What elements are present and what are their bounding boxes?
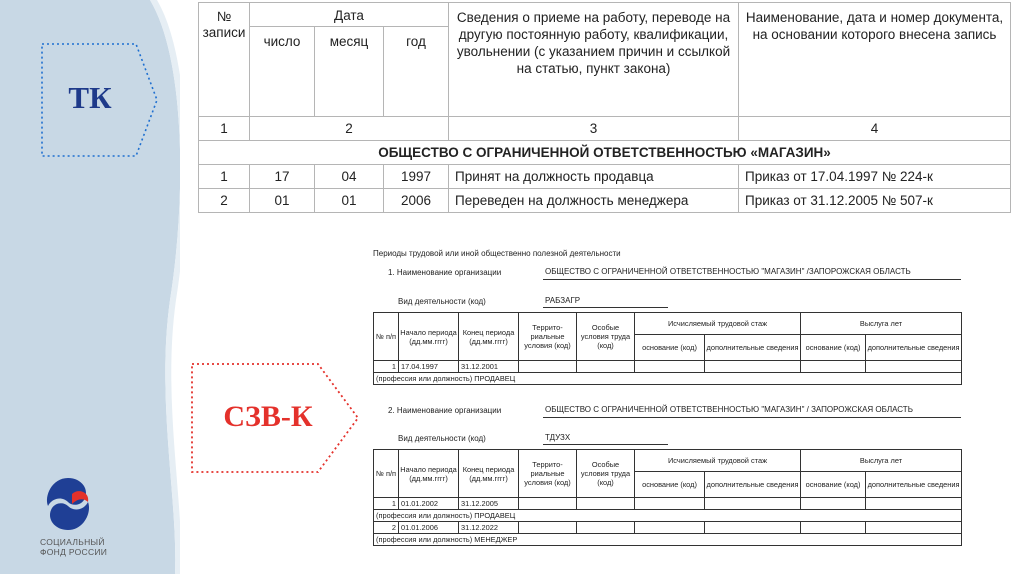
header-month: месяц (315, 27, 384, 117)
szvk-callout (190, 362, 362, 474)
record-number: 2 (199, 189, 250, 213)
underline (543, 444, 668, 445)
header-stazh: Исчисляемый трудовой стаж (635, 313, 801, 335)
underline (543, 307, 668, 308)
activity-code: РАБЗАГР (545, 296, 581, 305)
header-territorial: Террито-риальные условия (код) (519, 450, 577, 498)
column-number: 4 (739, 117, 1011, 141)
activity-label: Вид деятельности (код) (398, 297, 486, 306)
periods-table-2 (373, 449, 962, 546)
social-fund-logo (38, 474, 98, 534)
profession-row (374, 373, 962, 385)
header-basis: основание (код) (801, 335, 866, 361)
header-basis: основание (код) (635, 335, 705, 361)
period-num: 2 (374, 522, 399, 534)
profession-label: (профессия или должность) (376, 535, 473, 544)
header-start: Начало периода (дд.мм.гггг) (399, 450, 459, 498)
header-vysluga: Выслуга лет (801, 450, 962, 472)
header-year: год (384, 27, 449, 117)
column-number: 2 (250, 117, 449, 141)
column-number: 3 (449, 117, 739, 141)
header-end: Конец периода (дд.мм.гггг) (459, 450, 519, 498)
period-start: 01.01.2002 (399, 498, 459, 510)
table-row (199, 165, 1011, 189)
social-fund-logo-icon (38, 474, 98, 534)
table-row (374, 361, 962, 373)
period-end: 31.12.2001 (459, 361, 519, 373)
table-row (374, 510, 962, 522)
logo-line-2: ФОНД РОССИИ (40, 547, 108, 557)
profession-row (374, 534, 962, 546)
profession-value: ПРОДАВЕЦ (474, 374, 516, 383)
record-month: 01 (315, 189, 384, 213)
table-row (374, 498, 962, 510)
work-book-table (198, 2, 1011, 213)
record-document: Приказ от 31.12.2005 № 507-к (739, 189, 1011, 213)
header-num: № п/п (374, 450, 399, 498)
period-num: 1 (374, 361, 399, 373)
record-day: 17 (250, 165, 315, 189)
record-document: Приказ от 17.04.1997 № 224-к (739, 165, 1011, 189)
record-info: Принят на должность продавца (449, 165, 739, 189)
header-extra: дополнительные сведения (705, 472, 801, 498)
profession-label: (профессия или должность) (376, 374, 473, 383)
header-info: Сведения о приеме на работу, переводе на другую постоянную работу, квалификации, увольнении (с указанием причин и ссылкой на статью, пункт закона) (449, 3, 739, 117)
header-vysluga: Выслуга лет (801, 313, 962, 335)
table-row (374, 522, 962, 534)
periods-table-1 (373, 312, 962, 385)
profession-value: ПРОДАВЕЦ (474, 511, 516, 520)
record-year: 2006 (384, 189, 449, 213)
period-start: 17.04.1997 (399, 361, 459, 373)
header-record-number: № записи (199, 3, 250, 117)
period-end: 31.12.2005 (459, 498, 519, 510)
header-extra: дополнительные сведения (866, 335, 962, 361)
header-special: Особые условия труда (код) (577, 313, 635, 361)
table-row (374, 534, 962, 546)
column-number: 1 (199, 117, 250, 141)
org-label: 2. Наименование организации (388, 406, 502, 415)
table-row (199, 189, 1011, 213)
header-territorial: Террито-риальные условия (код) (519, 313, 577, 361)
header-document: Наименование, дата и номер документа, на основании которого внесена запись (739, 3, 1011, 117)
org-label: 1. Наименование организации (388, 268, 502, 277)
org-name: ОБЩЕСТВО С ОГРАНИЧЕННОЙ ОТВЕТСТВЕННОСТЬЮ "МАГАЗИН" /ЗАПОРОЖСКАЯ ОБЛАСТЬ (545, 267, 911, 276)
table-row (199, 141, 1011, 165)
header-extra: дополнительные сведения (866, 472, 962, 498)
period-end: 31.12.2022 (459, 522, 519, 534)
logo-line-1: СОЦИАЛЬНЫЙ (40, 537, 105, 547)
form-title: Периоды трудовой или иной общественно полезной деятельности (373, 249, 621, 258)
profession-value: МЕНЕДЖЕР (474, 535, 518, 544)
header-num: № п/п (374, 313, 399, 361)
underline (543, 417, 961, 418)
logo-caption (40, 537, 107, 557)
header-date: Дата (250, 3, 449, 27)
activity-label: Вид деятельности (код) (398, 434, 486, 443)
header-basis: основание (код) (801, 472, 866, 498)
period-start: 01.01.2006 (399, 522, 459, 534)
header-basis: основание (код) (635, 472, 705, 498)
record-info: Переведен на должность менеджера (449, 189, 739, 213)
tk-callout (40, 42, 160, 158)
table-row (374, 373, 962, 385)
underline (543, 279, 961, 280)
organization-name: ОБЩЕСТВО С ОГРАНИЧЕННОЙ ОТВЕТСТВЕННОСТЬЮ «МАГАЗИН» (199, 141, 1011, 165)
header-stazh: Исчисляемый трудовой стаж (635, 450, 801, 472)
activity-code: ТДУЗХ (545, 433, 571, 442)
table-row (199, 117, 1011, 141)
szvk-label: СЗВ-К (223, 400, 313, 433)
header-extra: дополнительные сведения (705, 335, 801, 361)
record-month: 04 (315, 165, 384, 189)
org-name: ОБЩЕСТВО С ОГРАНИЧЕННОЙ ОТВЕТСТВЕННОСТЬЮ "МАГАЗИН" / ЗАПОРОЖСКАЯ ОБЛАСТЬ (545, 405, 913, 414)
profession-label: (профессия или должность) (376, 511, 473, 520)
header-end: Конец периода (дд.мм.гггг) (459, 313, 519, 361)
record-year: 1997 (384, 165, 449, 189)
header-special: Особые условия труда (код) (577, 450, 635, 498)
header-start: Начало периода (дд.мм.гггг) (399, 313, 459, 361)
record-day: 01 (250, 189, 315, 213)
period-num: 1 (374, 498, 399, 510)
profession-row (374, 510, 962, 522)
header-day: число (250, 27, 315, 117)
tk-label: ТК (68, 80, 112, 115)
record-number: 1 (199, 165, 250, 189)
